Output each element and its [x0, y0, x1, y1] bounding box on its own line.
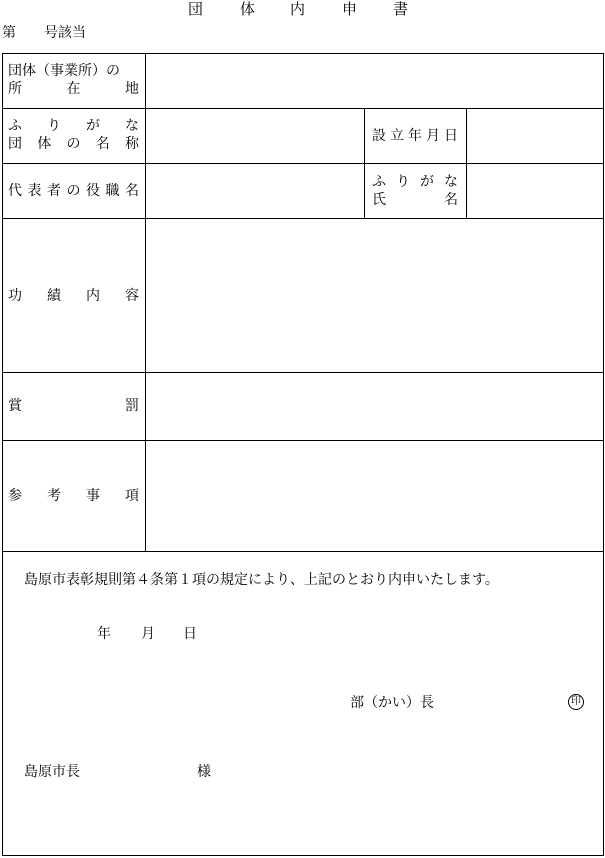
- label-char: 役: [86, 183, 100, 199]
- rewards-penalties-field[interactable]: [146, 373, 603, 440]
- table-border-right: [603, 53, 604, 856]
- label-char: 名: [444, 192, 458, 208]
- achievements-label: [8, 289, 139, 303]
- rewards-penalties-label: [8, 399, 139, 413]
- furigana-label: [8, 119, 139, 133]
- established-date-label: [372, 129, 458, 143]
- achievements-field[interactable]: [146, 219, 603, 372]
- label-char: 所: [8, 81, 22, 97]
- location-label-line1: 団体（事業所）の: [8, 63, 120, 79]
- seal-icon: 印: [568, 694, 584, 710]
- person-furigana-label: [372, 175, 458, 189]
- label-char: 賞: [8, 398, 22, 414]
- group-name-label: [8, 137, 139, 151]
- label-char: な: [444, 174, 458, 190]
- label-char: 代: [8, 183, 22, 199]
- title-char: 団: [188, 0, 204, 18]
- label-char: 地: [125, 81, 139, 97]
- label-char: の: [66, 136, 81, 152]
- date-day-label: 日: [183, 626, 197, 642]
- title-char: 体: [240, 0, 256, 18]
- date-year-label: 年: [97, 626, 111, 642]
- label-char: な: [125, 118, 139, 134]
- label-char: 功: [8, 288, 22, 304]
- established-date-field[interactable]: [467, 109, 603, 163]
- label-char: 職: [105, 183, 120, 199]
- honorific-label: 様: [197, 764, 211, 780]
- label-char: 体: [37, 136, 52, 152]
- column-divider: [364, 108, 365, 218]
- label-char: ふ: [372, 174, 386, 190]
- label-char: 年: [408, 128, 422, 144]
- label-char: 名: [95, 136, 110, 152]
- remarks-field[interactable]: [146, 441, 603, 551]
- label-char: り: [47, 118, 61, 134]
- label-char: 名: [125, 183, 139, 199]
- label-char: 者: [47, 183, 61, 199]
- label-char: 参: [8, 488, 22, 504]
- label-char: 項: [125, 488, 139, 504]
- label-char: 立: [390, 128, 404, 144]
- number-label: 第 号該当: [2, 25, 86, 41]
- label-char: ふ: [8, 118, 22, 134]
- label-char: 容: [125, 288, 139, 304]
- label-char: 在: [66, 81, 81, 97]
- label-char: が: [420, 174, 434, 190]
- label-char: 設: [372, 128, 386, 144]
- title-char: 書: [393, 0, 409, 18]
- label-char: 事: [86, 488, 100, 504]
- representative-title-label: [8, 184, 139, 198]
- date-month-label: 月: [141, 626, 155, 642]
- label-char: 氏: [372, 192, 386, 208]
- label-char: 日: [444, 128, 458, 144]
- person-name-field[interactable]: [467, 164, 603, 218]
- group-name-field[interactable]: [146, 109, 364, 163]
- representative-title-field[interactable]: [146, 164, 364, 218]
- remarks-label: [8, 489, 139, 503]
- addressee-label: 島原市長: [24, 764, 80, 780]
- row-divider: [2, 551, 604, 552]
- label-char: 称: [125, 136, 139, 152]
- label-char: 考: [47, 488, 61, 504]
- label-char: の: [66, 183, 81, 199]
- label-char: が: [86, 118, 100, 134]
- declaration-statement: 島原市表彰規則第４条第１項の規定により、上記のとおり内申いたします。: [24, 572, 499, 588]
- label-char: 内: [86, 288, 100, 304]
- title-char: 内: [290, 0, 306, 18]
- location-field[interactable]: [146, 54, 603, 108]
- label-char: り: [396, 174, 410, 190]
- label-char: 団: [8, 136, 22, 152]
- title-char: 申: [342, 0, 358, 18]
- label-char: 月: [426, 128, 440, 144]
- table-border-bottom: [2, 855, 604, 856]
- label-char: 績: [47, 288, 61, 304]
- person-name-label: [372, 193, 458, 207]
- label-char: 罰: [125, 398, 139, 414]
- location-label-line2: [8, 82, 139, 96]
- table-border-left: [2, 53, 3, 856]
- department-head-label: 部（かい）長: [350, 695, 434, 711]
- label-char: 表: [27, 183, 42, 199]
